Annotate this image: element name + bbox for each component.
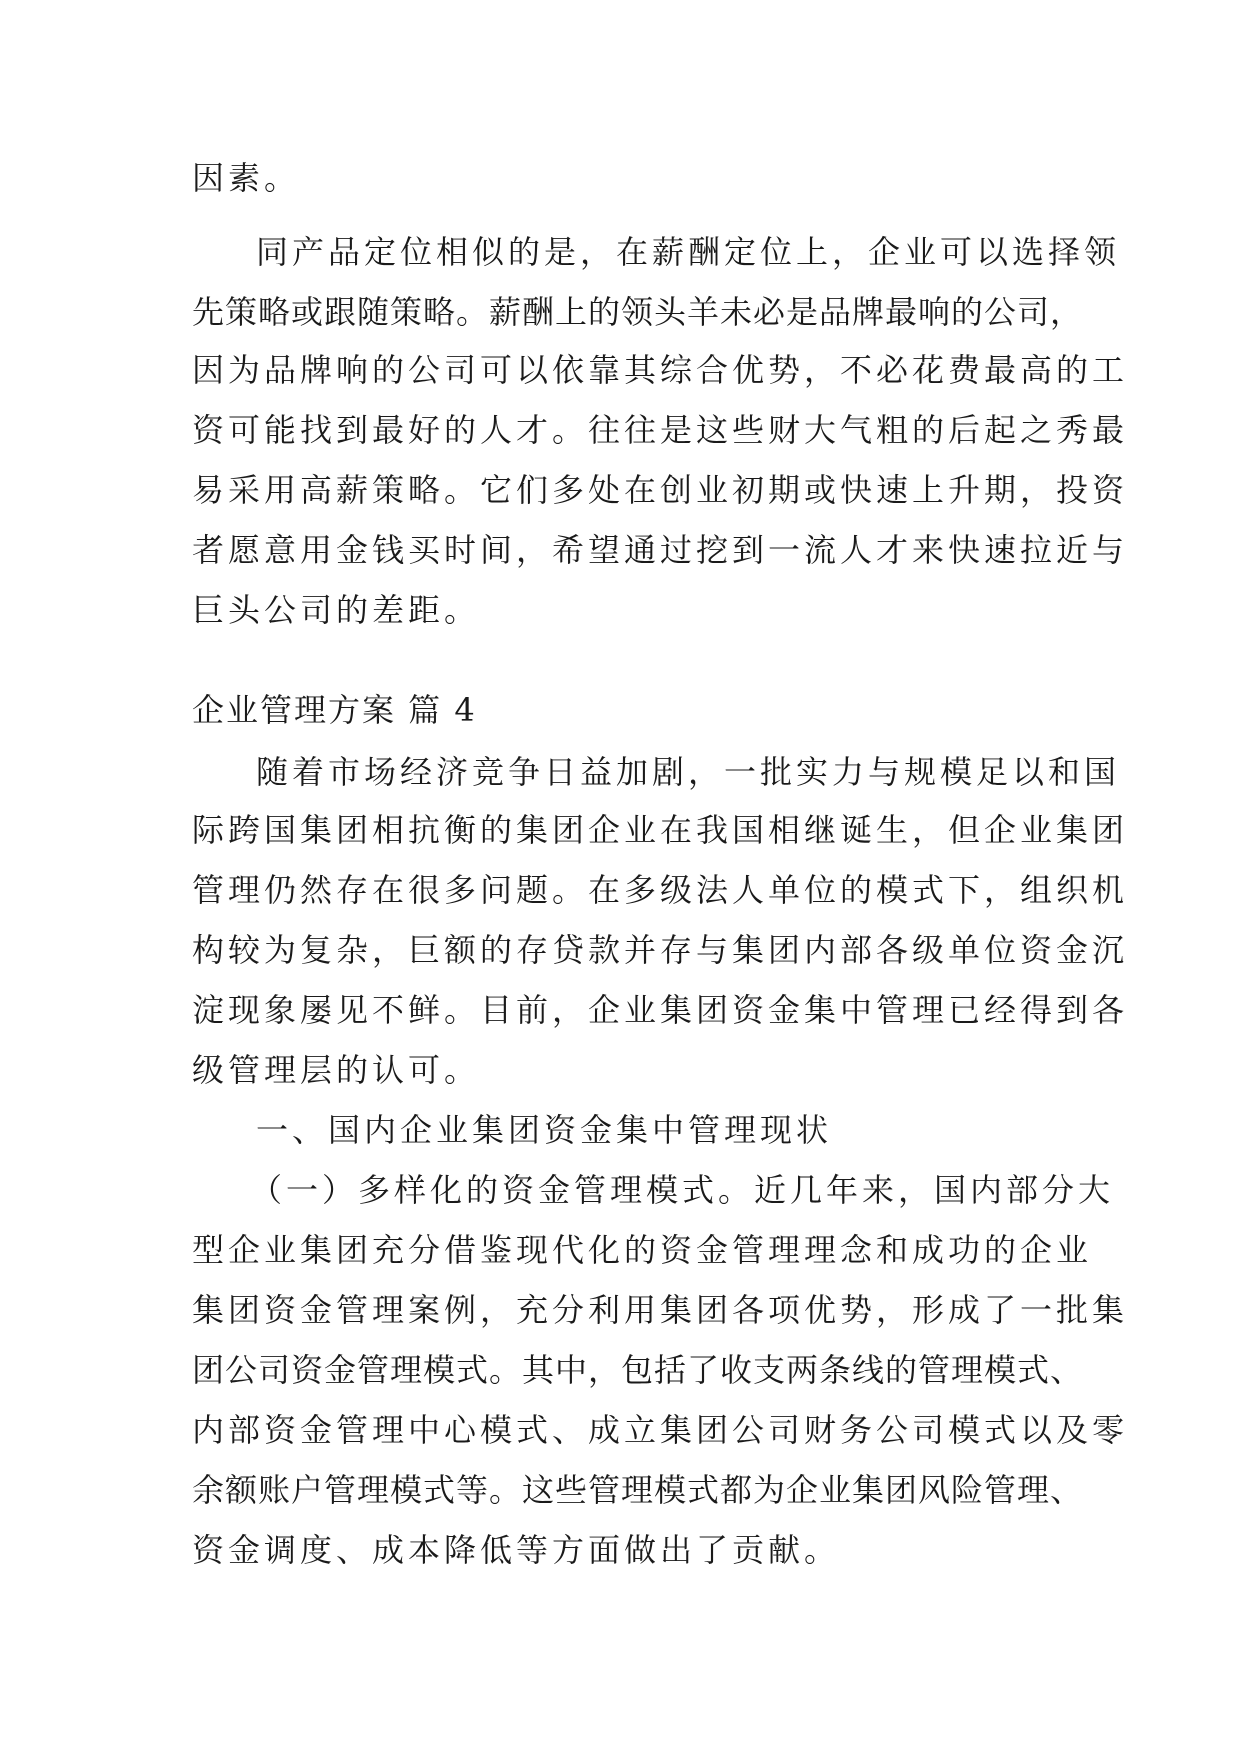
paragraph-line: 内部资金管理中心模式、成立集团公司财务公司模式以及零 — [192, 1411, 1129, 1449]
paragraph-line: 者愿意用金钱买时间，希望通过挖到一流人才来快速拉近与 — [192, 531, 1129, 569]
paragraph-line: 资可能找到最好的人才。往往是这些财大气粗的后起之秀最 — [192, 411, 1129, 449]
paragraph-line: 巨头公司的差距。 — [192, 591, 481, 629]
paragraph-line: 管理仍然存在很多问题。在多级法人单位的模式下，组织机 — [192, 871, 1129, 909]
sub-heading: 一、国内企业集团资金集中管理现状 — [256, 1111, 833, 1149]
paragraph-line: 集团资金管理案例，充分利用集团各项优势，形成了一批集 — [192, 1291, 1129, 1329]
paragraph-line: 型企业集团充分借鉴现代化的资金管理理念和成功的企业 — [192, 1231, 1093, 1269]
section-heading: 企业管理方案 篇 4 — [192, 691, 477, 729]
paragraph-line: 余额账户管理模式等。这些管理模式都为企业集团风险管理、 — [192, 1471, 1084, 1509]
paragraph-line: 级管理层的认可。 — [192, 1051, 481, 1089]
paragraph-line: 资金调度、成本降低等方面做出了贡献。 — [192, 1531, 841, 1569]
paragraph-line: 易采用高薪策略。它们多处在创业初期或快速上升期，投资 — [192, 471, 1129, 509]
paragraph-line: 同产品定位相似的是，在薪酬定位上，企业可以选择领 — [256, 233, 1121, 271]
paragraph-line: 团公司资金管理模式。其中，包括了收支两条线的管理模式、 — [192, 1351, 1084, 1389]
paragraph-line: （一）多样化的资金管理模式。近几年来，国内部分大 — [250, 1171, 1115, 1209]
paragraph-line: 因素。 — [192, 159, 301, 197]
paragraph-line: 因为品牌响的公司可以依靠其综合优势，不必花费最高的工 — [192, 351, 1129, 389]
paragraph-line: 构较为复杂，巨额的存贷款并存与集团内部各级单位资金沉 — [192, 931, 1129, 969]
paragraph-line: 先策略或跟随策略。薪酬上的领头羊未必是品牌最响的公司， — [192, 293, 1084, 331]
paragraph-line: 际跨国集团相抗衡的集团企业在我国相继诞生，但企业集团 — [192, 811, 1129, 849]
paragraph-line: 淀现象屡见不鲜。目前，企业集团资金集中管理已经得到各 — [192, 991, 1129, 1029]
paragraph-line: 随着市场经济竞争日益加剧，一批实力与规模足以和国 — [256, 753, 1121, 791]
